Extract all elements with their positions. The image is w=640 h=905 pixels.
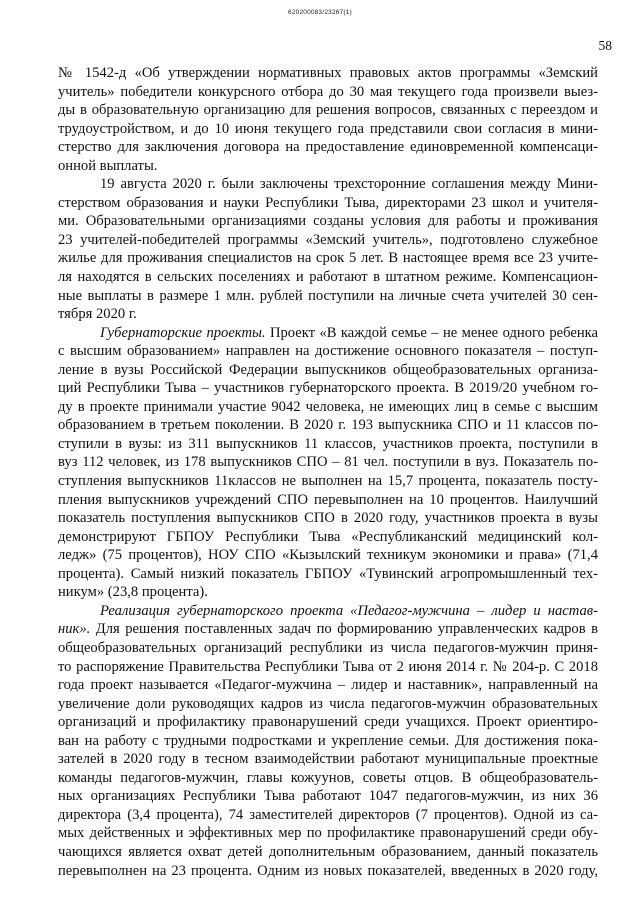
page-number: 58 (598, 38, 612, 53)
text-line: то распоряжение Правительства Республики Тыва от 2 июня 2014 г. № 204-р. С 2018 (58, 658, 598, 675)
text-line: ду в проекте принимали участие 9042 человека, не имеющих лиц в семье с высшим (58, 398, 598, 415)
text-line: ды в образовательную организацию для решения вопросов, связанных с переездом и (58, 102, 598, 119)
text-line: ван на работу с трудными подростками и укрепление семьи. Для достижения пока- (58, 732, 598, 749)
text-line: никум» (23,8 процента). (58, 584, 208, 601)
text-line: жилье для проживания специалистов на срок 5 лет. В настоящее время все 23 учите- (58, 250, 598, 267)
text-line: ледж» (75 процентов), НОУ СПО «Кызылский техникум экономики и права» (71,4 (58, 547, 598, 564)
text-body (58, 64, 598, 880)
text-line: показатель поступления выпускников СПО в 2020 году, участников проекта в вузы (58, 510, 598, 527)
text-line: ные выплаты в размере 1 млн. рублей поступили на личные счета учителей 30 сен- (58, 287, 598, 304)
text-line: ля находятся в сельских поселениях и работают в штатном режиме. Компенсацион- (58, 269, 598, 286)
text-line: тября 2020 г. (58, 306, 137, 323)
text-line: 23 учителей-победителей программы «Земский учитель», подготовлено служебное (58, 231, 598, 248)
text-line: ступили в вузы: из 311 выпускников 11 классов, участников проекта, поступили в (58, 435, 598, 452)
text-line: 19 августа 2020 г. были заключены трехсторонние соглашения между Мини- (100, 176, 598, 193)
text-line: ступления выпускников 11классов не выполнен на 15,7 процента, показатель посту- (58, 473, 598, 490)
text-line: года проект называется «Педагог-мужчина – лидер и наставник», направленный на (58, 677, 598, 694)
text-line: организаций и профилактику правонарушений среди учащихся. Проект ориентиро- (58, 714, 598, 731)
text-line: стерством образования и науки Республики Тыва, директорами 23 школ и учителя- (58, 194, 598, 211)
text-line: образованием в третьем поколении. В 2020 г. 193 выпускника СПО и 11 классов по- (58, 417, 598, 434)
text-line: трудоустройством, и до 10 июня текущего года представили свои согласия в мини- (58, 120, 598, 137)
text-line: онной выплаты. (58, 157, 158, 174)
text-line: перевыполнен на 23 процента. Одним из новых показателей, введенных в 2020 году, (58, 862, 598, 879)
text-line: № 1542-д «Об утверждении нормативных правовых актов программы «Земский (58, 65, 598, 81)
text-line: пления выпускников учреждений СПО перевыполнен на 10 процентов. Наилучший (58, 491, 598, 508)
text-line: процента). Самый низкий показатель ГБПОУ «Тувинский агропромышленный тех- (58, 565, 598, 582)
text-line: чающихся является охват детей дополнительным образованием, данный показатель (58, 843, 598, 860)
text-line: директора (3,4 процента), 74 заместителей директоров (7 процентов). Одной из са- (58, 806, 598, 823)
section-heading-continuation: ник». (58, 621, 91, 638)
text-line: вуз 112 человек, из 178 выпускников СПО – 81 чел. поступили в вуз. Показатель по- (58, 454, 598, 471)
text-line: ми. Образовательными организациями созданы условия для работы и проживания (58, 213, 598, 230)
text-line: увеличение доли руководящих кадров из числа педагогов-мужчин образовательных (58, 695, 598, 712)
text-line (58, 620, 598, 639)
text-line: ных организациях Республики Тыва работают 1047 педагогов-мужчин, из них 36 (58, 788, 598, 805)
text-line: мых действенных и эффективных мер по профилактике правонарушений среди обу- (58, 825, 598, 842)
text-line: ций Республики Тыва – участников губернаторского проекта. В 2019/20 учебном го- (58, 380, 598, 397)
text-line: стерство для заключения договора на предоставление единовременной компенсаци- (58, 139, 598, 156)
text-line: с высшим образованием» направлен на достижение основного показателя – поступ- (58, 343, 598, 360)
text-line: зателей в 2020 году в тесном взаимодействии работают муниципальные проектные (58, 751, 598, 768)
text-line-continuation: Для решения поставленных задач по формированию управленческих кадров в (90, 621, 598, 638)
text-line: учитель» победители конкурсного отбора до 30 мая текущего года произвели выез- (58, 83, 598, 100)
text-line: демонстрируют ГБПОУ Республики Тыва «Республиканский медицинский кол- (58, 528, 598, 545)
text-line-continuation: Проект «В каждой семье – не менее одного ребенка (265, 324, 598, 341)
section-heading-pedagog-muzhchina: Реализация губернаторского проекта «Педагог-мужчина – лидер и настав- (100, 602, 598, 619)
text-line (58, 324, 598, 343)
text-line: общеобразовательных организаций республики из числа педагогов-мужчин приня- (58, 639, 598, 656)
document-id: 620200083/23267(1) (288, 9, 352, 16)
text-line: ление в вузы Российской Федерации выпускников общеобразовательных организа- (58, 361, 598, 378)
text-line: команды педагогов-мужчин, главы кожуунов, советы отцов. В общеобразователь- (58, 769, 598, 786)
section-heading-gubernatorial-projects: Губернаторские проекты. (100, 324, 266, 341)
